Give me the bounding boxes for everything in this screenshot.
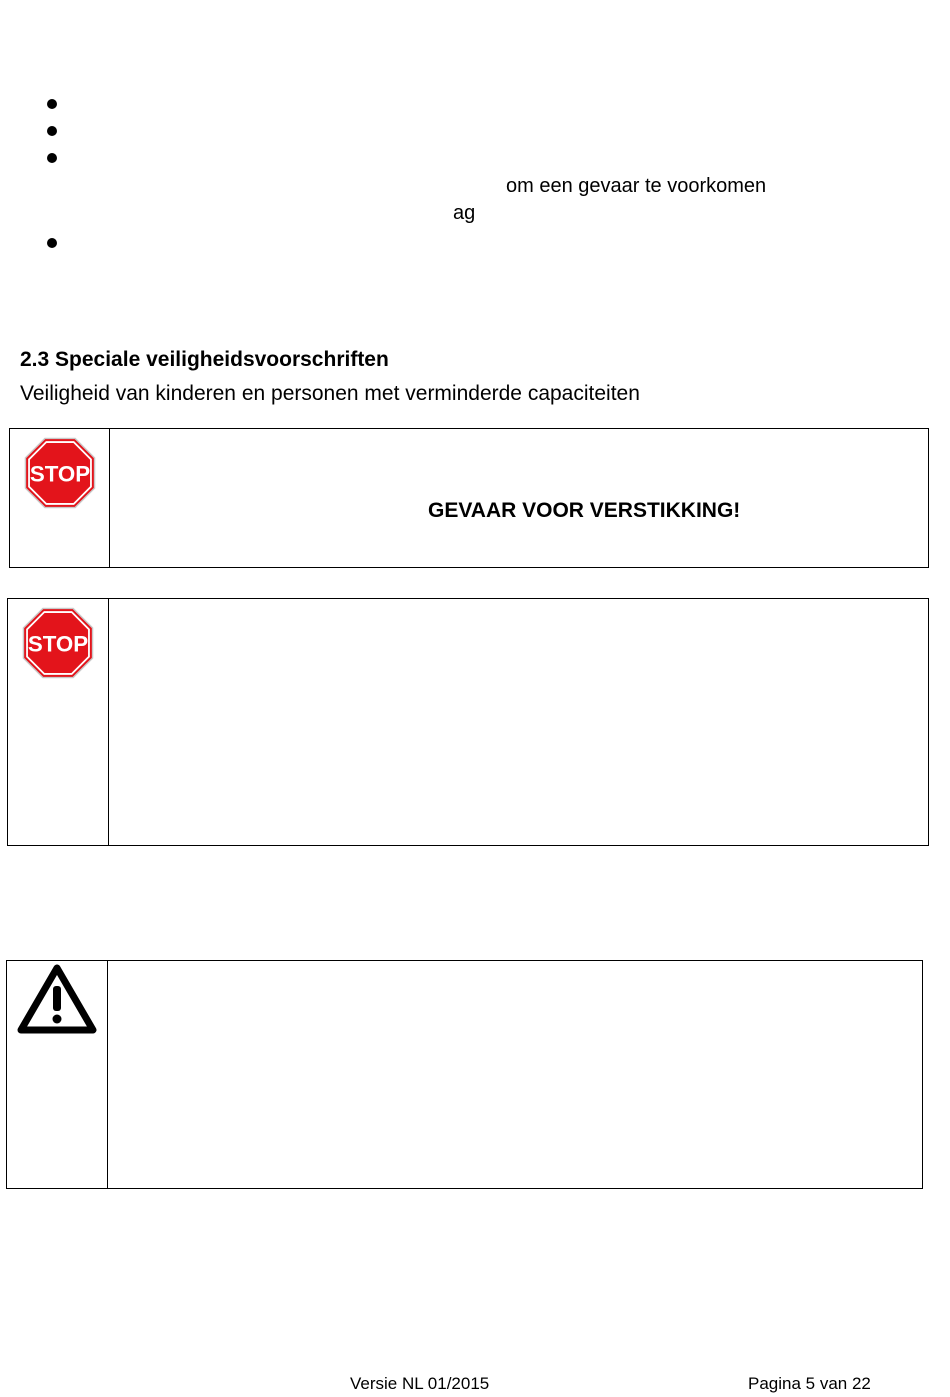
section-heading: 2.3 Speciale veiligheidsvoorschriften: [20, 348, 389, 371]
stop-sign-icon: [22, 607, 94, 679]
bullet-dot: [47, 126, 57, 136]
bullet-text-fragment: om een gevaar te voorkomen: [506, 175, 767, 197]
safety-box-stop: [9, 428, 929, 568]
warning-text: GEVAAR VOOR VERSTIKKING!: [428, 499, 741, 522]
warning-triangle-icon: [17, 964, 97, 1034]
box-divider: [107, 961, 108, 1188]
footer-version: Versie NL 01/2015: [350, 1374, 490, 1393]
stop-sign-icon: [24, 437, 96, 509]
safety-box-stop: [7, 598, 929, 846]
bullet-dot: [47, 238, 57, 248]
bullet-text-fragment: ag: [453, 202, 476, 224]
stop-label: STOP: [27, 631, 89, 657]
box-divider: [108, 599, 109, 845]
footer-page-number: Pagina 5 van 22: [748, 1374, 871, 1393]
bullet-dot: [47, 99, 57, 109]
section-subheading: Veiligheid van kinderen en personen met verminderde capaciteiten: [20, 382, 640, 405]
stop-label: STOP: [29, 461, 91, 487]
safety-box-warning: [6, 960, 923, 1189]
bullet-dot: [47, 153, 57, 163]
box-divider: [109, 429, 110, 567]
